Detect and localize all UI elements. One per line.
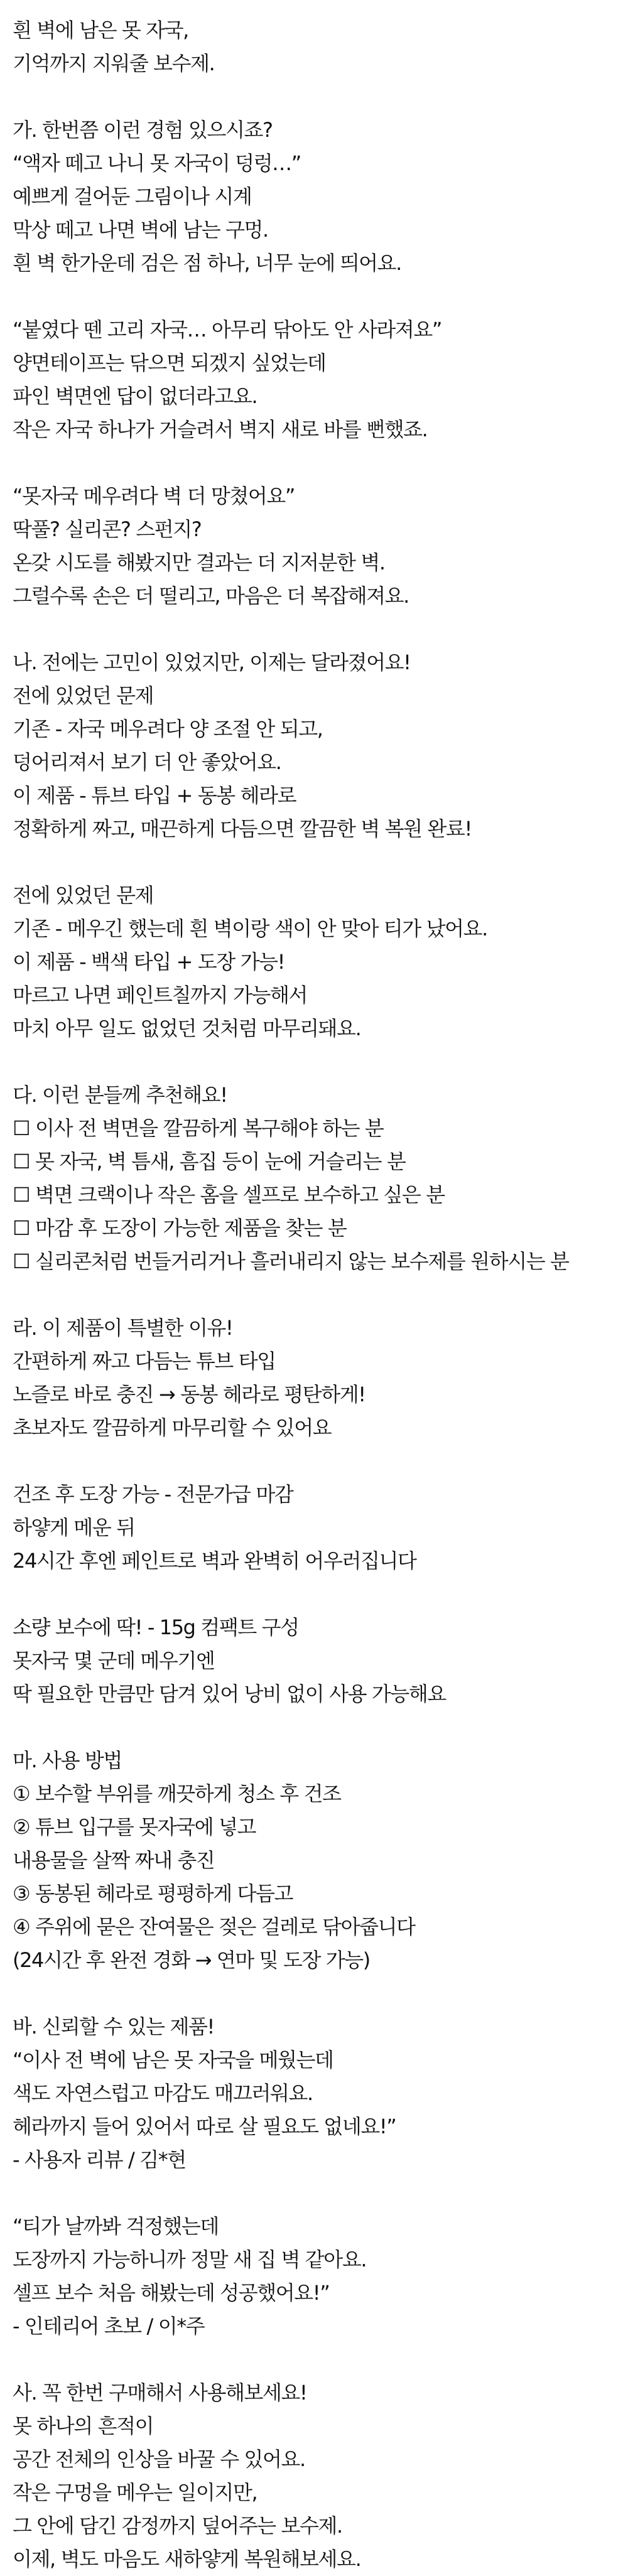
text-line: 24시간 후엔 페인트로 벽과 완벽히 어우러집니다 — [13, 1549, 416, 1573]
text-line: 기존 - 자국 메우려다 양 조절 안 되고, — [13, 717, 323, 741]
text-line: 작은 자국 하나가 거슬려서 벽지 새로 바를 뻔했죠. — [13, 418, 428, 441]
text-line: 이 제품 - 튜브 타입 + 동봉 헤라로 — [13, 784, 296, 807]
text-line: 덩어리져서 보기 더 안 좋았어요. — [13, 750, 281, 774]
text-line: 온갖 시도를 해봤지만 결과는 더 지저분한 벽. — [13, 551, 385, 574]
text-line: 딱 필요한 만큼만 담겨 있어 낭비 없이 사용 가능해요 — [13, 1682, 446, 1706]
text-line: 전에 있었던 문제 — [13, 684, 154, 708]
text-line: 기존 - 메우긴 했는데 흰 벽이랑 색이 안 맞아 티가 났어요. — [13, 917, 487, 940]
text-line: 공간 전체의 인상을 바꿀 수 있어요. — [13, 2447, 305, 2471]
text-line: ④ 주위에 묻은 잔여물은 젖은 걸레로 닦아줍니다 — [13, 1915, 415, 1939]
text-line: - 사용자 리뷰 / 김*현 — [13, 2148, 186, 2172]
text-line: 못자국 몇 군데 메우기엔 — [13, 1649, 215, 1673]
paragraph — [13, 1312, 615, 1445]
text-line: 마. 사용 방법 — [13, 1749, 122, 1772]
text-line: ☐ 마감 후 도장이 가능한 제품을 찾는 분 — [13, 1216, 347, 1240]
text-line: “액자 떼고 나니 못 자국이 덩렁…” — [13, 151, 301, 175]
paragraph — [13, 114, 615, 280]
text-line: 막상 떼고 나면 벽에 남는 구멍. — [13, 218, 268, 242]
paragraph — [13, 2210, 615, 2343]
text-line: 다. 이런 분들께 추천해요! — [13, 1083, 227, 1107]
text-line: 예쁘게 걸어둔 그림이나 시계 — [13, 185, 252, 208]
paragraph — [13, 2376, 615, 2576]
text-line: 정확하게 짜고, 매끈하게 다듬으면 깔끔한 벽 복원 완료! — [13, 817, 472, 841]
text-line: ① 보수할 부위를 깨끗하게 청소 후 건조 — [13, 1782, 341, 1806]
text-line: ③ 동봉된 헤라로 평평하게 다듬고 — [13, 1882, 293, 1905]
text-line: 마르고 나면 페인트칠까지 가능해서 — [13, 983, 307, 1007]
text-line: 초보자도 깔끔하게 마무리할 수 있어요 — [13, 1416, 332, 1440]
text-line: 사. 꼭 한번 구매해서 사용해보세요! — [13, 2381, 307, 2405]
text-line: 라. 이 제품이 특별한 이유! — [13, 1316, 233, 1340]
paragraph — [13, 1744, 615, 1977]
text-line: 나. 전에는 고민이 있었지만, 이제는 달라졌어요! — [13, 650, 411, 674]
text-line: “티가 날까봐 걱정했는데 — [13, 2214, 219, 2238]
text-line: 내용물을 살짝 짜내 충진 — [13, 1848, 215, 1872]
text-line: 양면테이프는 닦으면 되겠지 싶었는데 — [13, 351, 326, 375]
text-line: 도장까지 가능하니까 정말 새 집 벽 같아요. — [13, 2248, 367, 2272]
text-line: “못자국 메우려다 벽 더 망쳤어요” — [13, 484, 295, 508]
text-line: 헤라까지 들어 있어서 따로 살 필요도 없네요!” — [13, 2115, 396, 2138]
text-line: 이제, 벽도 마음도 새하얗게 복원해보세요. — [13, 2547, 361, 2571]
text-line: 바. 신뢰할 수 있는 제품! — [13, 2015, 214, 2039]
text-line: 딱풀? 실리콘? 스펀지? — [13, 517, 202, 541]
text-line: 셀프 보수 처음 해봤는데 성공했어요!” — [13, 2281, 330, 2305]
text-line: 기억까지 지워줄 보수제. — [13, 51, 215, 75]
text-line: 가. 한번쯤 이런 경험 있으시죠? — [13, 118, 273, 142]
paragraph — [13, 646, 615, 846]
text-line: - 인테리어 초보 / 이*주 — [13, 2314, 205, 2338]
paragraph — [13, 1079, 615, 1278]
text-line: (24시간 후 완전 경화 → 연마 및 도장 가능) — [13, 1948, 370, 1972]
paragraph — [13, 1611, 615, 1711]
text-line: 흰 벽 한가운데 검은 점 하나, 너무 눈에 띄어요. — [13, 251, 401, 275]
text-line: 노즐로 바로 충진 → 동봉 헤라로 평탄하게! — [13, 1382, 365, 1406]
text-line: 파인 벽면엔 답이 없더라고요. — [13, 384, 257, 408]
text-line: 못 하나의 흔적이 — [13, 2414, 154, 2438]
text-line: ☐ 벽면 크랙이나 작은 홈을 셀프로 보수하고 싶은 분 — [13, 1183, 445, 1207]
text-line: 그럴수록 손은 더 떨리고, 마음은 더 복잡해져요. — [13, 584, 409, 608]
text-line: 작은 구멍을 메우는 일이지만, — [13, 2481, 257, 2504]
text-line: 간편하게 짜고 다듬는 튜브 타입 — [13, 1349, 276, 1373]
text-line: 흰 벽에 남은 못 자국, — [13, 18, 188, 42]
text-line: 색도 자연스럽고 마감도 매끄러워요. — [13, 2081, 313, 2105]
text-line: 이 제품 - 백색 타입 + 도장 가능! — [13, 950, 285, 974]
paragraph — [13, 313, 615, 446]
text-line: 전에 있었던 문제 — [13, 883, 154, 907]
text-line: “이사 전 벽에 남은 못 자국을 메웠는데 — [13, 2048, 333, 2072]
paragraph — [13, 14, 615, 80]
text-line: ② 튜브 입구를 못자국에 넣고 — [13, 1815, 256, 1839]
text-line: ☐ 이사 전 벽면을 깔끔하게 복구해야 하는 분 — [13, 1116, 384, 1140]
paragraph — [13, 879, 615, 1045]
paragraph — [13, 1478, 615, 1578]
text-line: 소량 보수에 딱! - 15g 컴팩트 구성 — [13, 1615, 299, 1639]
text-line: 건조 후 도장 가능 - 전문가급 마감 — [13, 1482, 293, 1506]
text-line: 그 안에 담긴 감정까지 덮어주는 보수제. — [13, 2514, 342, 2538]
text-line: ☐ 못 자국, 벽 틈새, 흠집 등이 눈에 거슬리는 분 — [13, 1150, 406, 1173]
text-line: “붙였다 뗀 고리 자국… 아무리 닦아도 안 사라져요” — [13, 318, 442, 342]
text-line: ☐ 실리콘처럼 번들거리거나 흘러내리지 않는 보수제를 원하시는 분 — [13, 1249, 569, 1273]
paragraph — [13, 480, 615, 613]
text-line: 마치 아무 일도 없었던 것처럼 마무리돼요. — [13, 1016, 361, 1040]
text-line: 하얗게 메운 뒤 — [13, 1516, 135, 1539]
paragraph — [13, 2010, 615, 2177]
